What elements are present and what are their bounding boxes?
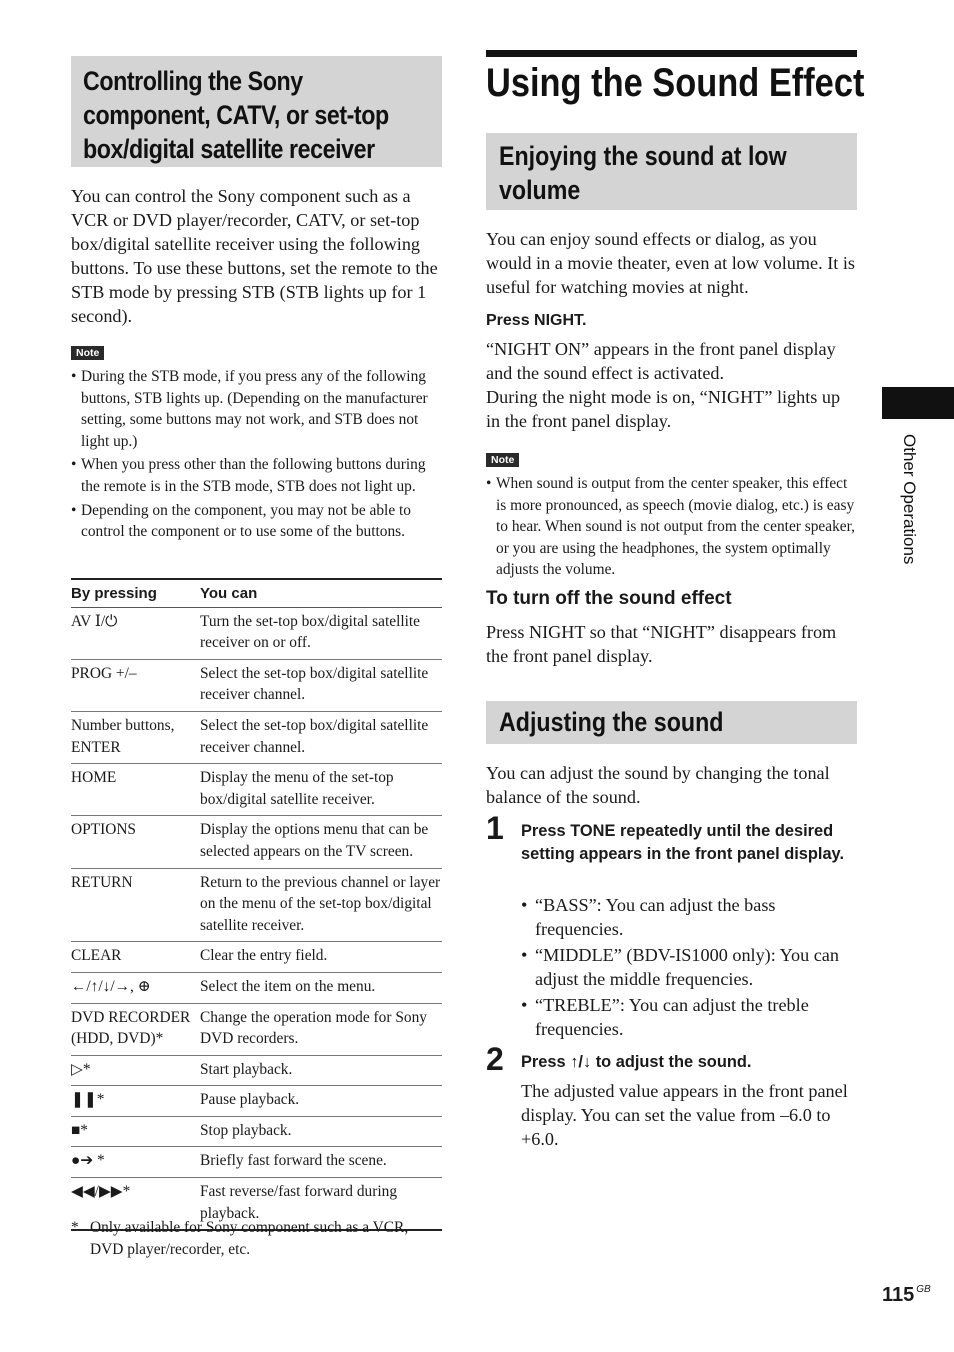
footnote-text: Only available for Sony component such as a VCR, DVD player/recorder, etc.	[90, 1219, 409, 1258]
function-cell: Turn the set-top box/digital satellite receiver on or off.	[200, 607, 442, 659]
button-cell: Number buttons, ENTER	[71, 711, 200, 763]
step-number: 1	[486, 810, 504, 846]
note-item: • When sound is output from the center speaker, this effect is more pronounced, as speech (movie dialog, etc.) is easy to hear. When sound is not output from the center speaker, or you are using the headphones, the system optimally adjusts the volume.	[486, 473, 857, 581]
table-row	[71, 972, 442, 1003]
button-cell: ◀◀/▶▶*	[71, 1178, 200, 1231]
section-heading-controlling: Controlling the Sony component, CATV, or set-top box/digital satellite receiver	[71, 56, 442, 167]
night-description-1: “NIGHT ON” appears in the front panel display and the sound effect is activated.	[486, 339, 836, 383]
button-cell: ❚❚*	[71, 1086, 200, 1117]
button-cell: ▷*	[71, 1055, 200, 1086]
tone-options-list	[521, 893, 857, 1041]
section-heading-low-volume: Enjoying the sound at low volume	[486, 133, 857, 210]
low-volume-intro: You can enjoy sound effects or dialog, as you would in a movie theater, even at low volume. It is useful for watching movies at night.	[486, 229, 855, 297]
tone-option: • “MIDDLE” (BDV-IS1000 only): You can adjust the middle frequencies.	[521, 943, 857, 991]
table-row	[71, 1116, 442, 1147]
table-row	[71, 816, 442, 868]
button-cell: ●➔ *	[71, 1147, 200, 1178]
section-tab-marker	[882, 387, 954, 419]
note-item: • When you press other than the following buttons during the remote is in the STB mode, STB does not light up.	[71, 454, 442, 497]
function-cell: Select the set-top box/digital satellite receiver channel.	[200, 711, 442, 763]
table-row	[71, 607, 442, 659]
function-cell: Display the menu of the set-top box/digital satellite receiver.	[200, 764, 442, 816]
table-header-row	[71, 579, 442, 607]
button-cell: AV Ⅰ/⏻	[71, 607, 200, 659]
note-badge: Note	[486, 453, 519, 467]
function-cell: Fast reverse/fast forward during playback.	[200, 1178, 442, 1231]
function-cell: Change the operation mode for Sony DVD recorders.	[200, 1003, 442, 1055]
title-rule	[486, 50, 857, 57]
function-cell: Clear the entry field.	[200, 942, 442, 973]
button-function-table	[71, 578, 442, 1231]
column-header-by-pressing: By pressing	[71, 579, 200, 607]
table-row	[71, 868, 442, 942]
table-row	[71, 1086, 442, 1117]
note-block	[71, 343, 442, 543]
section-tab-label: Other Operations	[900, 434, 919, 565]
adjusting-intro: You can adjust the sound by changing the tonal balance of the sound.	[486, 763, 830, 807]
note-list	[71, 366, 442, 543]
step-description: The adjusted value appears in the front panel display. You can set the value from –6.0 to +6.0.	[521, 1081, 848, 1149]
table-row	[71, 942, 442, 973]
press-night-instruction: Press NIGHT.	[486, 312, 587, 329]
note-item: • Depending on the component, you may not be able to control the component or to use some of the buttons.	[71, 500, 442, 543]
column-header-you-can: You can	[200, 579, 442, 607]
function-cell: Pause playback.	[200, 1086, 442, 1117]
page-title: Using the Sound Effect	[486, 61, 865, 105]
note-block-right	[486, 450, 857, 581]
turn-off-heading: To turn off the sound effect	[486, 588, 732, 609]
night-description-2: During the night mode is on, “NIGHT” lights up in the front panel display.	[486, 387, 841, 431]
footnote-mark: *	[71, 1219, 79, 1236]
function-cell: Select the set-top box/digital satellite receiver channel.	[200, 659, 442, 711]
section-heading-adjusting: Adjusting the sound	[486, 701, 857, 744]
button-cell: ←/↑/↓/→, ⊕	[71, 972, 200, 1003]
table-row	[71, 764, 442, 816]
function-cell: Start playback.	[200, 1055, 442, 1086]
intro-paragraph: You can control the Sony component such as a VCR or DVD player/recorder, CATV, or set-top box/digital satellite receiver using the following buttons. To use these buttons, set the remote to the STB mode by pressing STB (STB lights up for 1 second).	[71, 186, 438, 326]
button-cell: OPTIONS	[71, 816, 200, 868]
step-1	[486, 812, 857, 1052]
button-cell: CLEAR	[71, 942, 200, 973]
table-row	[71, 1003, 442, 1055]
step-title: Press ↑/↓ to adjust the sound.	[521, 1053, 752, 1071]
note-list	[486, 473, 857, 581]
note-item: • During the STB mode, if you press any of the following buttons, STB lights up. (Depending on the manufacturer setting, some buttons may not work, and STB does not light up.)	[71, 366, 442, 452]
tone-option: • “TREBLE”: You can adjust the treble frequencies.	[521, 993, 857, 1041]
turn-off-text: Press NIGHT so that “NIGHT” disappears from the front panel display.	[486, 622, 837, 666]
button-cell: DVD RECORDER (HDD, DVD)*	[71, 1003, 200, 1055]
function-cell: Briefly fast forward the scene.	[200, 1147, 442, 1178]
footnote	[71, 1217, 442, 1260]
button-cell: PROG +/–	[71, 659, 200, 711]
table-row	[71, 711, 442, 763]
step-number: 2	[486, 1041, 504, 1077]
button-cell: HOME	[71, 764, 200, 816]
tone-option: • “BASS”: You can adjust the bass frequencies.	[521, 893, 857, 941]
table-row	[71, 1147, 442, 1178]
button-cell: ■*	[71, 1116, 200, 1147]
page-number: 115 $^{GB}$	[882, 1284, 931, 1306]
step-title: Press TONE repeatedly until the desired setting appears in the front panel display.	[521, 822, 845, 863]
function-cell: Display the options menu that can be selected appears on the TV screen.	[200, 816, 442, 868]
table-row	[71, 1055, 442, 1086]
function-cell: Stop playback.	[200, 1116, 442, 1147]
table-row	[71, 659, 442, 711]
function-cell: Select the item on the menu.	[200, 972, 442, 1003]
button-cell: RETURN	[71, 868, 200, 942]
note-badge: Note	[71, 346, 104, 360]
step-2	[486, 1043, 857, 1153]
function-cell: Return to the previous channel or layer on the menu of the set-top box/digital satellite receiver.	[200, 868, 442, 942]
